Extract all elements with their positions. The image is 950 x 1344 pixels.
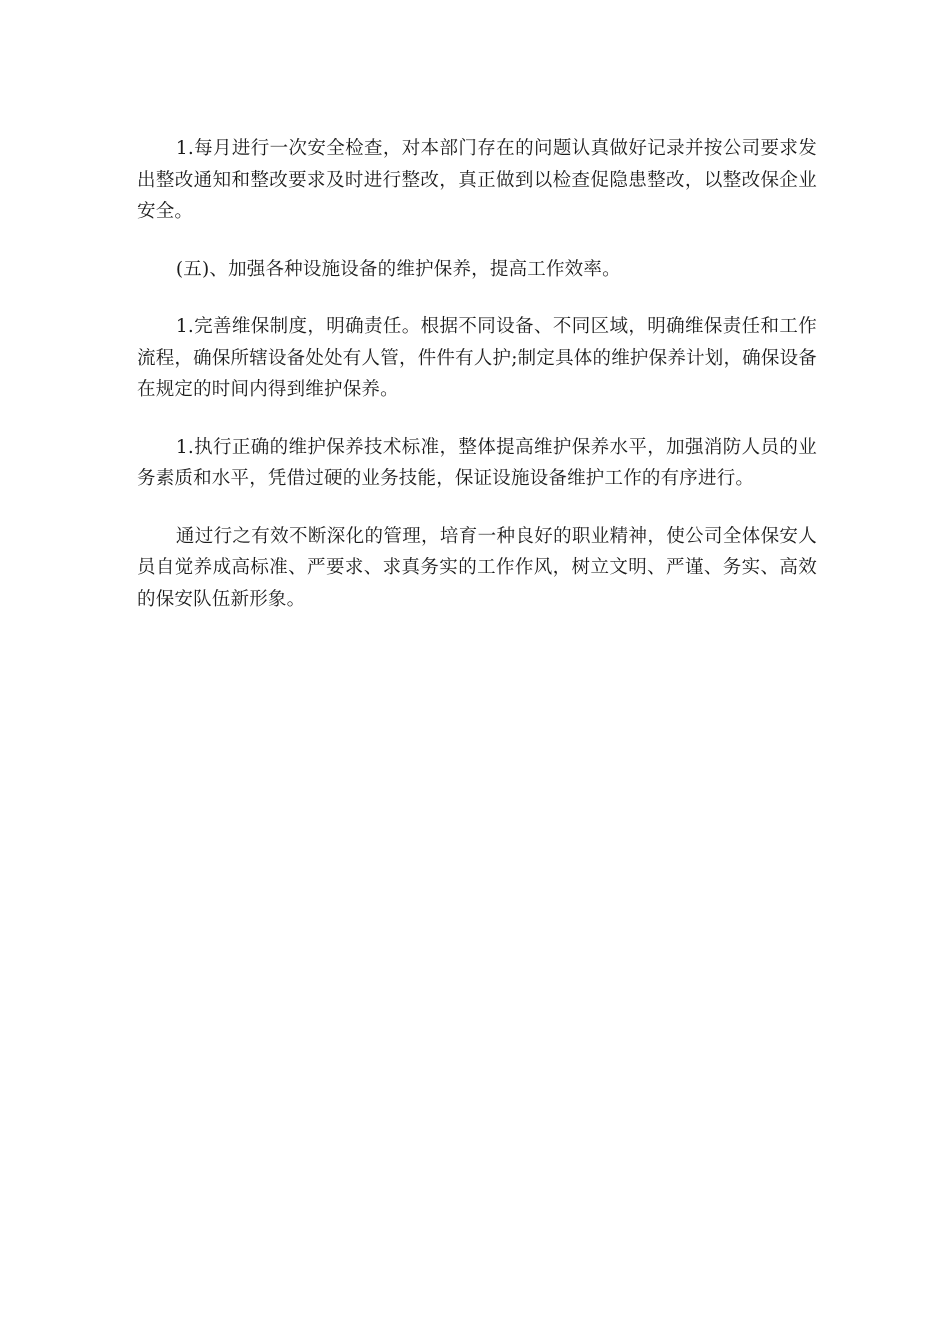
paragraph-monthly-inspection: 1.每月进行一次安全检查，对本部门存在的问题认真做好记录并按公司要求发出整改通知和整改要求及时进行整改，真正做到以检查促隐患整改，以整改保企业安全。 — [137, 138, 817, 222]
document-body — [137, 133, 817, 641]
paragraph-conclusion: 通过行之有效不断深化的管理，培育一种良好的职业精神，使公司全体保安人员自觉养成高标准、严要求、求真务实的工作作风，树立文明、严谨、务实、高效的保安队伍新形象。 — [137, 525, 817, 610]
paragraph-maintenance-system: 1.完善维保制度，明确责任。根据不同设备、不同区域，明确维保责任和工作流程，确保所辖设备处处有人管，件件有人护;制定具体的维护保养计划，确保设备在规定的时间内得到维护保养。 — [137, 316, 817, 400]
section-heading-five: (五)、加强各种设施设备的维护保养，提高工作效率。 — [175, 258, 621, 280]
paragraph-technical-standards: 1.执行正确的维护保养技术标准，整体提高维护保养水平，加强消防人员的业务素质和水平，凭借过硬的业务技能，保证设施设备维护工作的有序进行。 — [137, 436, 817, 489]
